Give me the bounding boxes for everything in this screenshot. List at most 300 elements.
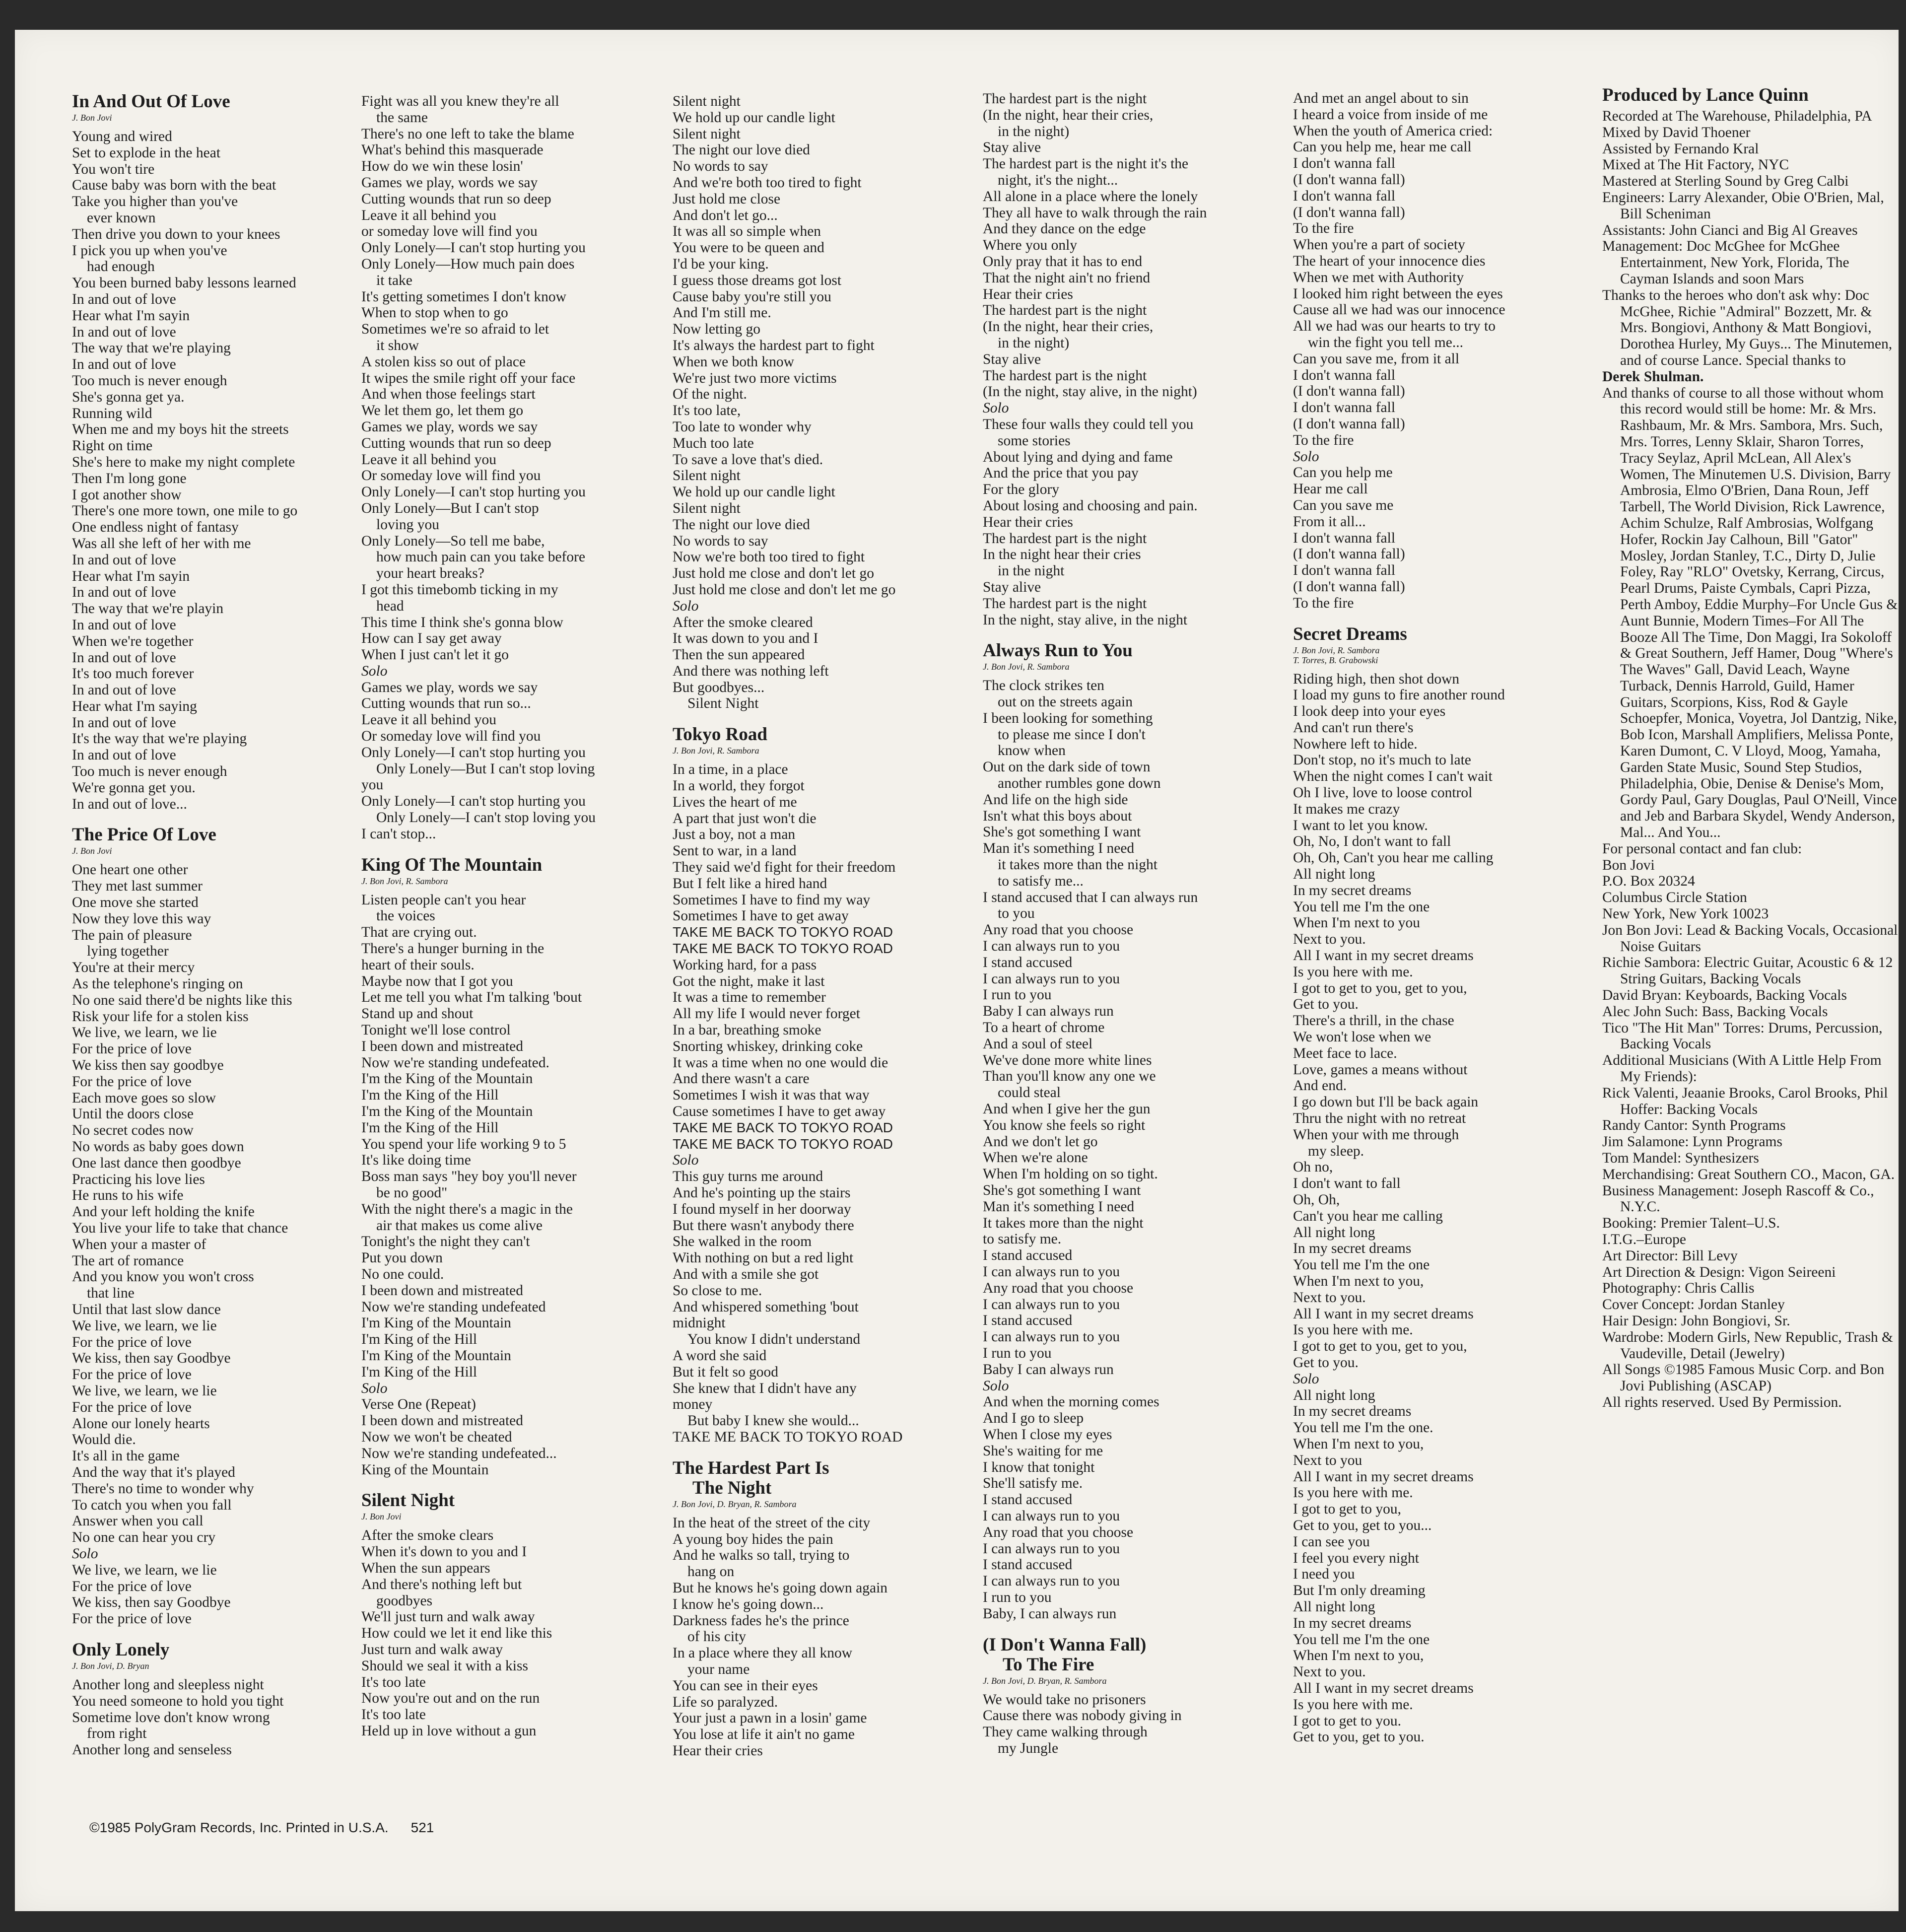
lyric-line: She'll satisfy me. [983,1475,1083,1492]
lyric-line: No one can hear you cry [72,1529,216,1546]
lyric-line: Leave it all behind you [361,712,496,728]
lyric-line: Sometimes I have to find my way [673,892,871,908]
lyric-line: When the sun appears [361,1560,490,1576]
lyric-line: Cause baby was born with the beat [72,177,276,194]
lyric-line: Solo [673,598,699,614]
lyric-line: And he walks so tall, trying to [673,1547,850,1564]
lyric-line: TAKE ME BACK TO TOKYO ROAD [673,1429,903,1445]
lyric-line: could steal [998,1085,1061,1101]
lyric-line: You tell me I'm the one. [1293,1420,1433,1436]
credit-line: Thanks to the heroes who don't ask why: Doc McGhee, Richie "Admiral" Bozzett, Mr. & Mrs. Bongiovi, Anthony & Matt Bongiovi, Dorothea Hurley, My Guys... The Minutemen, and of course Lance. Special thanks to [1602,287,1893,368]
lyric-line: When I'm next to you, [1293,1648,1424,1664]
lyric-line: Boss man says "hey boy you'll never [361,1169,577,1185]
lyric-line: I got this timebomb ticking in my [361,581,558,598]
lyric-line: Don't stop, no it's much to late [1293,752,1471,768]
lyric-line: Would die. [72,1432,136,1448]
lyric-line: Oh, No, I don't want to fall [1293,833,1451,850]
songwriter-credit: J. Bon Jovi [361,1512,402,1522]
lyric-line: All alone in a place where the lonely [983,188,1198,205]
lyric-line: For the price of love [72,1578,192,1594]
lyric-line: You live your life to take that chance [72,1220,288,1236]
lyric-line: Only Lonely—But I can't stop loving [376,760,595,777]
lyric-line: I don't wanna fall [1293,367,1396,383]
lyric-line: Only Lonely—I can't stop hurting you [361,744,586,760]
lyric-line: For the price of love [72,1334,192,1350]
lyric-line: Stay alive [983,351,1041,367]
lyric-line: Too late to wonder why [673,418,812,435]
song-title: (I Don't Wanna Fall) To The Fire [983,1634,1147,1675]
lyric-line: to satisfy me. [983,1231,1062,1247]
credit-line: Assistants: John Cianci and Big Al Greaves [1602,222,1858,238]
lyric-line: In my secret dreams [1293,1241,1412,1257]
lyric-line: She's waiting for me [983,1443,1103,1459]
lyric-line: Held up in love without a gun [361,1723,537,1739]
lyric-line: Hear their cries [983,514,1073,530]
song-block [673,93,975,712]
lyric-line: I feel you every night [1293,1550,1419,1566]
credit-line: Booking: Premier Talent–U.S. [1602,1215,1780,1232]
songwriter-credit: J. Bon Jovi [72,846,112,856]
lyric-line: Any road that you choose [983,1280,1134,1296]
lyric-line: To a heart of chrome [983,1020,1105,1036]
lyric-line: I'm the King of the Mountain [361,1104,533,1120]
lyric-line: All night long [1293,1387,1375,1403]
lyric-line: Man it's something I need [983,1198,1135,1215]
lyric-line: It was down to you and I [673,630,818,647]
lyric-line: another rumbles gone down [998,775,1161,792]
lyric-line: Now we're standing undefeated [361,1299,546,1315]
lyric-line: And the price that you pay [983,465,1139,482]
lyric-line: I don't want to fall [1293,1175,1401,1192]
lyric-line: Only Lonely—So tell me babe, [361,533,545,549]
lyric-line: Meet face to lace. [1293,1045,1397,1061]
lyric-line: When it's down to you and I [361,1544,527,1560]
lyric-line: Right on time [72,438,153,454]
song-block [983,641,1286,1622]
lyric-line: In and out of love [72,682,176,698]
lyric-line: She's got something I want [983,824,1141,840]
lyric-line: I don't wanna fall [1293,530,1396,546]
lyric-line: I can always run to you [983,938,1120,955]
lyric-line: TAKE ME BACK TO TOKYO ROAD [673,941,893,957]
lyric-line: Now we're both too tired to fight [673,549,865,565]
lyric-line: After the smoke cleared [673,614,813,630]
lyric-line: Only pray that it has to end [983,253,1143,270]
lyric-line: To the fire [1293,595,1354,611]
lyric-line: Risk your life for a stolen kiss [72,1008,249,1025]
lyric-line: I know he's going down... [673,1596,824,1612]
lyric-line: Solo [361,1380,388,1396]
songwriter-credit: J. Bon Jovi, D. Bryan, R. Sambora [673,1499,797,1509]
lyric-line: When me and my boys hit the streets [72,421,289,438]
lyric-line: The hardest part is the night [983,91,1147,107]
lyric-line: Sometime love don't know wrong [72,1709,270,1725]
credit-line: Merchandising: Great Southern CO., Macon, GA. [1602,1166,1895,1182]
lyric-line: But I'm only dreaming [1293,1583,1426,1599]
lyric-line: Hear me call [1293,481,1368,497]
lyric-line: But baby I knew she would... [687,1413,859,1429]
lyric-line: Cutting wounds that run so deep [361,191,551,207]
lyric-line: From it all... [1293,513,1366,530]
credit-line: Recorded at The Warehouse, Philadelphia, PA [1602,108,1872,124]
credit-line: Alec John Such: Bass, Backing Vocals [1602,1003,1828,1020]
lyric-line: About lying and dying and fame [983,449,1173,465]
lyric-line: Then the sun appeared [673,647,805,663]
lyric-line: Then I'm long gone [72,470,187,486]
lyric-line: It was a time when no one would die [673,1054,888,1071]
lyric-line: lying together [87,943,169,960]
lyric-line: And the way that it's played [72,1464,235,1480]
lyric-line: I stand accused [983,1312,1073,1329]
lyric-line: I stand accused [983,1557,1073,1573]
credit-line: Derek Shulman. [1602,368,1704,385]
song-block [72,92,375,812]
lyric-line: Verse One (Repeat) [361,1396,476,1413]
lyric-line: In and out of love [72,356,176,373]
lyric-line: Now we're standing undefeated. [361,1054,549,1071]
lyric-line: I stand accused [983,954,1073,970]
lyric-line: (In the night, hear their cries, [983,319,1154,335]
catalog-number: 521 [410,1820,434,1835]
song-title: In And Out Of Love [72,91,230,112]
song-block [673,725,975,1445]
lyric-line: Silent night [673,468,741,484]
lyric-line: There's a thrill, in the chase [1293,1013,1454,1029]
song-title: Silent Night [361,1490,455,1511]
lyric-line: Darkness fades he's the prince [673,1612,849,1629]
song-title: Secret Dreams [1293,623,1407,644]
lyric-line: It takes more than the night [983,1215,1144,1231]
lyric-line: Only Lonely—How much pain does [361,256,575,272]
lyric-line: There's a hunger burning in the [361,941,545,957]
lyric-line: It's too late [361,1674,426,1690]
lyric-line: When we're together [72,633,194,649]
lyric-line: The night our love died [673,142,810,158]
song-block [361,1491,664,1739]
credit-line: Wardrobe: Modern Girls, New Republic, Trash & Vaudeville, Detail (Jewelry) [1602,1329,1893,1362]
lyric-line: I stand accused [983,1247,1073,1264]
lyric-line: When I'm next to you, [1293,1273,1424,1289]
lyric-line: Nowhere left to hide. [1293,736,1418,752]
lyric-line: That are crying out. [361,924,477,941]
lyric-line: Solo [983,1378,1009,1394]
lyric-line: We're just two more victims [673,370,837,386]
credit-line: For personal contact and fan club: [1602,840,1802,857]
credit-line: Tico "The Hit Man" Torres: Drums, Percussion, Backing Vocals [1602,1020,1883,1052]
lyric-line: We'll just turn and walk away [361,1609,535,1625]
lyric-line: (I don't wanna fall) [1293,578,1405,595]
lyric-line: Practicing his love lies [72,1171,205,1187]
credit-line: All rights reserved. Used By Permission. [1602,1394,1842,1410]
lyric-line: All night long [1293,866,1375,883]
lyric-line: Tonight's the night they can't [361,1234,530,1250]
lyric-line: You can see in their eyes [673,1677,818,1694]
lyric-line: And met an angel about to sin [1293,90,1469,106]
lyric-line: We won't lose when we [1293,1029,1431,1045]
lyric-line: For the price of love [72,1073,192,1090]
lyric-line: What's behind this masquerade [361,142,544,158]
lyric-line: There's one more town, one mile to go [72,503,298,519]
lyric-line: You tell me I'm the one [1293,1257,1430,1273]
lyric-line: We kiss, then say Goodbye [72,1350,231,1367]
lyric-line: I don't wanna fall [1293,155,1396,172]
lyric-line: I heard a voice from inside of me [1293,106,1488,123]
song-title: Only Lonely [72,1639,170,1660]
lyric-line: you [361,777,384,793]
songwriter-credit: J. Bon Jovi [72,113,112,123]
footer [89,1820,434,1836]
lyric-line: How could we let it end like this [361,1625,552,1642]
lyric-line: how much pain can you take before [376,549,586,565]
producer-heading: Produced by Lance Quinn [1602,85,1809,105]
lyric-line: I'm King of the Mountain [361,1347,511,1364]
lyric-line: Only Lonely—I can't stop loving you [376,810,596,826]
lyric-line: Cause there was nobody giving in [983,1708,1182,1724]
credit-line: Richie Sambora: Electric Guitar, Acoustic 6 & 12 String Guitars, Backing Vocals [1602,955,1893,987]
lyric-line: Should we seal it with a kiss [361,1657,528,1674]
lyric-line: There's no time to wonder why [72,1480,254,1497]
lyric-line: Until the doors close [72,1106,194,1122]
lyric-line: I run to you [983,987,1052,1003]
lyric-line: We hold up our candle light [673,484,835,500]
lyric-line: it show [376,337,419,353]
credit-line: Management: Doc McGhee for McGhee Entertainment, New York, Florida, The Cayman Islands and soon Mars [1602,238,1849,287]
lyric-line: in the night) [998,123,1070,139]
lyric-line: of his city [687,1629,746,1645]
lyric-line: Isn't what this boys about [983,808,1132,824]
lyrics-column-3 [673,93,975,1772]
lyric-line: I'm King of the Hill [361,1331,477,1348]
lyric-line: For the price of love [72,1367,192,1383]
lyric-line: Silent night [673,93,741,109]
lyric-line: in the night) [998,335,1070,351]
lyric-line: Silent night [673,500,741,516]
song-block [361,93,664,842]
lyric-line: When I'm holding on so tight. [983,1166,1158,1182]
lyric-line: Now we're standing undefeated... [361,1445,557,1461]
lyric-line: I got to get to you, get to you, [1293,980,1467,996]
lyric-line: When to stop when to go [361,305,508,321]
lyric-line: Leave it all behind you [361,451,496,468]
lyric-line: In and out of love [72,649,176,666]
credit-line: Photography: Chris Callis [1602,1280,1755,1297]
lyric-line: Solo [983,400,1009,416]
lyric-line: Stay alive [983,579,1041,595]
lyric-line: With nothing on but a red light [673,1250,854,1266]
lyric-line: It wipes the smile right off your face [361,370,576,386]
lyric-line: They all have to walk through the rain [983,205,1207,221]
lyric-line: And we're both too tired to fight [673,174,862,191]
credit-line: Columbus Circle Station [1602,890,1747,906]
lyric-line: We're gonna get you. [72,779,196,796]
lyric-line: hang on [687,1564,735,1580]
lyric-line: All I want in my secret dreams [1293,1468,1474,1485]
credit-line: Art Direction & Design: Vigon Seireeni [1602,1264,1836,1280]
lyric-line: Get to you. [1293,1354,1359,1371]
song-block [673,1458,975,1759]
lyric-line: The pain of pleasure [72,927,192,943]
lyric-line: You spend your life working 9 to 5 [361,1136,566,1152]
lyric-line: Another long and senseless [72,1742,232,1758]
lyric-line: head [376,598,404,614]
lyric-line: Too much is never enough [72,372,227,389]
lyric-line: I don't wanna fall [1293,562,1396,579]
lyric-line: Now you're out and on the run [361,1690,540,1707]
lyric-line: With the night there's a magic in the [361,1201,573,1217]
lyric-line: Oh no, [1293,1159,1333,1175]
lyric-line: You tell me I'm the one [1293,898,1430,915]
lyric-line: Let me tell you what I'm talking 'bout [361,989,582,1006]
lyric-line: There's no one left to take the blame [361,126,574,142]
lyric-line: You won't tire [72,161,155,177]
lyric-line: (I don't wanna fall) [1293,204,1405,220]
lyric-line: I can always run to you [983,1296,1120,1312]
lyric-line: ever known [87,209,156,226]
lyric-line: And there's nothing left but [361,1576,522,1592]
lyric-line: The hardest part is the night [983,595,1147,612]
lyric-line: Take you higher than you've [72,194,238,210]
lyric-line: I'm the King of the Hill [361,1087,499,1104]
lyric-line: In a place where they all know [673,1645,853,1661]
lyric-line: But he knows he's going down again [673,1580,888,1596]
lyric-line: Than you'll know any one we [983,1068,1156,1085]
lyric-line: The night our love died [673,516,810,533]
lyric-line: To save a love that's died. [673,451,823,468]
credit-line: Mixed by David Thoener [1602,124,1751,140]
credits-list [1602,108,1900,1411]
lyric-line: In my secret dreams [1293,1403,1412,1420]
credit-line: Art Director: Bill Levy [1602,1247,1738,1264]
lyric-line: I know that tonight [983,1459,1095,1475]
lyrics-column-4 [983,91,1286,1770]
lyric-line: In and out of love [72,584,176,601]
lyric-line: We live, we learn, we lie [72,1025,217,1041]
lyric-line: And don't let go... [673,207,778,223]
lyric-line: I pick you up when you've [72,242,227,259]
lyric-line: One last dance then goodbye [72,1155,241,1171]
lyrics-column-2 [361,93,664,1752]
lyric-line: Sometimes I wish it was that way [673,1087,870,1104]
credit-line: David Bryan: Keyboards, Backing Vocals [1602,987,1847,1004]
lyric-line: Solo [1293,448,1319,465]
lyric-line: When your with me through [1293,1126,1459,1143]
lyric-line: had enough [87,259,155,275]
lyric-line: Running wild [72,405,152,421]
lyric-line: I can always run to you [983,1573,1120,1589]
lyric-line: He runs to his wife [72,1187,184,1204]
lyric-line: She's gonna get ya. [72,389,185,405]
lyric-line: And with a smile she got [673,1266,819,1282]
lyric-line: When the youth of America cried: [1293,123,1493,139]
lyric-line: All I want in my secret dreams [1293,948,1474,964]
credit-line: All Songs ©1985 Famous Music Corp. and Bon Jovi Publishing (ASCAP) [1602,1362,1885,1394]
lyric-line: And we don't let go [983,1133,1098,1150]
lyric-line: Only Lonely—I can't stop hurting you [361,793,586,810]
lyric-line: And I'm still me. [673,305,771,321]
lyric-line: All I want in my secret dreams [1293,1306,1474,1322]
lyric-line: I look deep into your eyes [1293,703,1446,720]
lyric-line: I been down and mistreated [361,1413,524,1429]
lyric-line: Or someday love will find you [361,468,541,484]
lyric-line: You were to be queen and [673,240,824,256]
lyric-line: All I want in my secret dreams [1293,1680,1474,1696]
lyric-line: We live, we learn, we lie [72,1317,217,1334]
lyric-line: A part that just won't die [673,810,817,827]
lyric-line: Now letting go [673,321,760,338]
lyric-line: Cutting wounds that run so deep [361,435,551,451]
songwriter-credit: J. Bon Jovi, R. Sambora [983,662,1070,672]
lyric-line: When your a master of [72,1236,206,1252]
lyric-line: And you know you won't cross [72,1269,254,1285]
lyric-line: to please me since I don't [998,726,1146,743]
lyric-line: Fight was all you knew they're all [361,93,559,109]
song-block [983,1635,1286,1757]
lyric-line: The clock strikes ten [983,678,1104,694]
song-title: Tokyo Road [673,724,767,745]
lyric-line: In the heat of the street of the city [673,1515,871,1531]
lyric-line: In and out of love [72,617,176,633]
lyric-line: The heart of your innocence dies [1293,253,1486,269]
credit-line: New York, New York 10023 [1602,906,1769,922]
song-block [72,1640,375,1758]
lyric-line: I got to get to you, get to you, [1293,1338,1467,1355]
lyric-line: We've done more white lines [983,1052,1152,1068]
lyric-line: Too much is never enough [72,763,227,780]
lyric-line: Baby, I can always run [983,1605,1117,1622]
lyric-line: Where you only [983,237,1078,254]
lyric-line: All night long [1293,1224,1375,1241]
lyric-line: How can I say get away [361,630,502,647]
lyric-line: They came walking through [983,1724,1148,1740]
lyric-line: When I close my eyes [983,1426,1112,1443]
lyric-line: One move she started [72,895,199,911]
lyric-line: I can always run to you [983,1263,1120,1280]
lyric-line: win the fight you tell me... [1308,334,1463,350]
lyric-line: Can't you hear me calling [1293,1208,1443,1224]
song-block [983,91,1286,628]
lyric-line: Is you here with me. [1293,964,1413,980]
lyric-line: But goodbyes... [673,679,765,695]
lyric-line: We kiss, then say Goodbye [72,1594,231,1611]
lyric-line: A word she said [673,1347,767,1364]
lyric-line: Solo [1293,1371,1319,1387]
lyric-line: They said we'd fight for their freedom [673,859,896,876]
lyric-line: I stand accused [983,1492,1073,1508]
lyric-line: the voices [376,908,435,924]
lyric-line: Sometimes we're so afraid to let [361,321,549,338]
lyric-line: We kiss then say goodbye [72,1057,224,1074]
lyric-line: The way that we're playing [72,340,231,356]
lyric-line: it take [376,272,412,288]
lyric-line: You know she feels so right [983,1117,1146,1133]
lyric-line: I got to get to you. [1293,1713,1401,1729]
lyric-line: When I'm next to you, [1293,1436,1424,1452]
lyric-line: Answer when you call [72,1513,204,1529]
lyric-line: your heart breaks? [376,565,484,582]
lyric-line: (In the night, hear their cries, [983,107,1154,123]
lyric-line: I'm King of the Hill [361,1364,477,1380]
lyric-line: This time I think she's gonna blow [361,614,563,630]
lyric-line: Hear their cries [983,286,1073,302]
lyric-line: Next to you. [1293,1664,1366,1680]
lyric-line: One endless night of fantasy [72,519,239,536]
lyric-line: When the night comes I can't wait [1293,768,1493,785]
lyric-line: or someday love will find you [361,223,538,240]
lyric-line: And can't run there's [1293,719,1414,736]
lyric-line: In and out of love [72,714,176,731]
lyric-line: A stolen kiss so out of place [361,353,526,370]
lyric-line: It's too much forever [72,666,194,682]
